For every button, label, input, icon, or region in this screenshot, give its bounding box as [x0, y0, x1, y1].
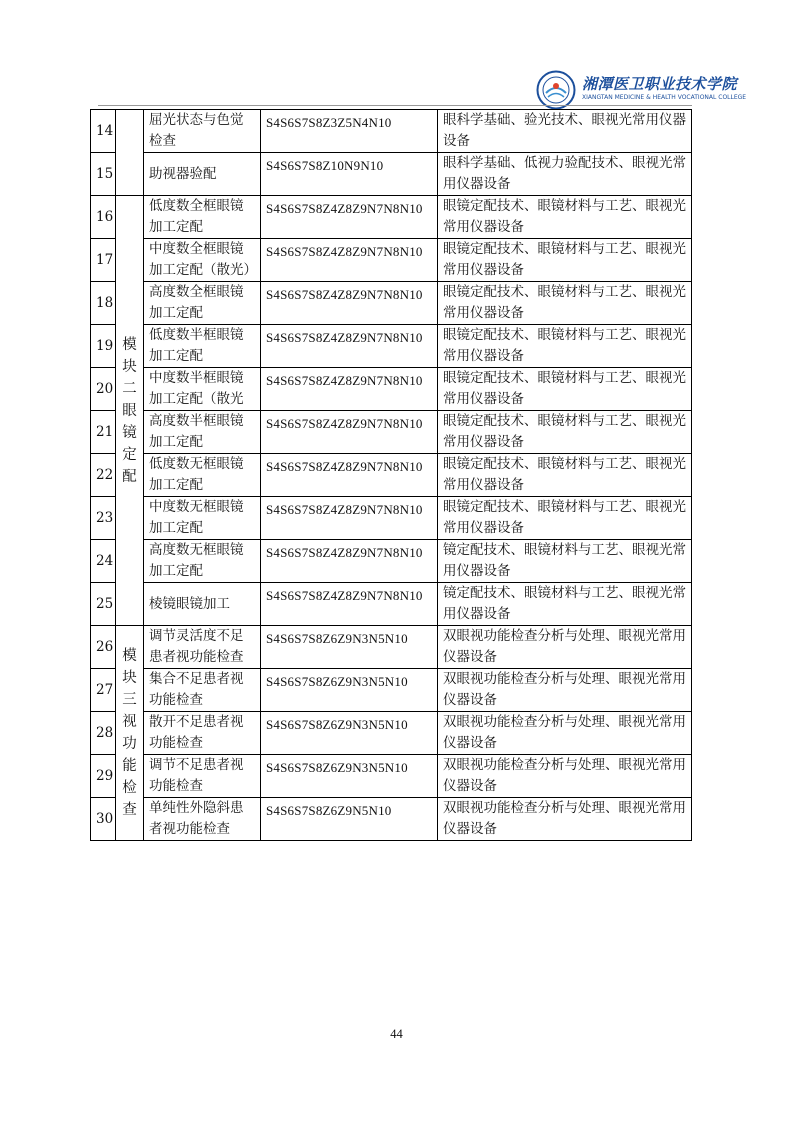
- task-name: 屈光状态与色觉检查: [144, 110, 261, 153]
- course-list: 眼镜定配技术、眼镜材料与工艺、眼视光常用仪器设备: [438, 325, 692, 368]
- task-name: 低度数全框眼镜加工定配: [144, 196, 261, 239]
- row-number: 17: [91, 239, 116, 282]
- ability-code: S4S6S7S8Z4Z8Z9N7N8N10: [261, 497, 438, 540]
- row-number: 28: [91, 712, 116, 755]
- row-number: 29: [91, 755, 116, 798]
- table-row: [91, 583, 692, 626]
- table-row: [91, 540, 692, 583]
- course-list: 眼镜定配技术、眼镜材料与工艺、眼视光常用仪器设备: [438, 368, 692, 411]
- college-emblem-icon: [536, 70, 576, 110]
- module3-label: 模块三视功能检查: [122, 648, 137, 818]
- row-number: 27: [91, 669, 116, 712]
- task-name: 棱镜眼镜加工: [144, 583, 261, 626]
- row-number: 22: [91, 454, 116, 497]
- course-list: 眼科学基础、低视力验配技术、眼视光常用仪器设备: [438, 153, 692, 196]
- table-row: [91, 196, 692, 239]
- row-number: 20: [91, 368, 116, 411]
- ability-code: S4S6S7S8Z4Z8Z9N7N8N10: [261, 239, 438, 282]
- ability-code: S4S6S7S8Z6Z9N3N5N10: [261, 626, 438, 669]
- task-name: 散开不足患者视功能检查: [144, 712, 261, 755]
- row-number: 19: [91, 325, 116, 368]
- ability-code: S4S6S7S8Z4Z8Z9N7N8N10: [261, 368, 438, 411]
- row-number: 14: [91, 110, 116, 153]
- ability-code: S4S6S7S8Z4Z8Z9N7N8N10: [261, 583, 438, 626]
- ability-code: S4S6S7S8Z6Z9N5N10: [261, 798, 438, 841]
- row-number: 25: [91, 583, 116, 626]
- row-number: 26: [91, 626, 116, 669]
- task-name: 调节不足患者视功能检查: [144, 755, 261, 798]
- task-name: 高度数半框眼镜加工定配: [144, 411, 261, 454]
- course-list: 镜定配技术、眼镜材料与工艺、眼视光常用仪器设备: [438, 583, 692, 626]
- course-list: 双眼视功能检查分析与处理、眼视光常用仪器设备: [438, 626, 692, 669]
- ability-code: S4S6S7S8Z4Z8Z9N7N8N10: [261, 540, 438, 583]
- course-task-table: [90, 109, 692, 841]
- page-number: 44: [390, 1027, 403, 1041]
- row-number: 30: [91, 798, 116, 841]
- row-number: 18: [91, 282, 116, 325]
- course-list: 双眼视功能检查分析与处理、眼视光常用仪器设备: [438, 755, 692, 798]
- task-name: 调节灵活度不足患者视功能检查: [144, 626, 261, 669]
- ability-code: S4S6S7S8Z4Z8Z9N7N8N10: [261, 411, 438, 454]
- ability-code: S4S6S7S8Z4Z8Z9N7N8N10: [261, 325, 438, 368]
- ability-code: S4S6S7S8Z6Z9N3N5N10: [261, 755, 438, 798]
- course-list: 双眼视功能检查分析与处理、眼视光常用仪器设备: [438, 712, 692, 755]
- course-list: 眼镜定配技术、眼镜材料与工艺、眼视光常用仪器设备: [438, 239, 692, 282]
- task-name: 高度数无框眼镜加工定配: [144, 540, 261, 583]
- table-row: [91, 153, 692, 196]
- task-name: 低度数半框眼镜加工定配: [144, 325, 261, 368]
- ability-code: S4S6S7S8Z3Z5N4N10: [261, 110, 438, 153]
- table-row: [91, 755, 692, 798]
- course-list: 眼镜定配技术、眼镜材料与工艺、眼视光常用仪器设备: [438, 196, 692, 239]
- row-number: 15: [91, 153, 116, 196]
- task-name: 助视器验配: [144, 153, 261, 196]
- table-row: [91, 110, 692, 153]
- table-row: [91, 669, 692, 712]
- module2-cell: [116, 196, 144, 626]
- table-row: [91, 454, 692, 497]
- course-list: 眼科学基础、验光技术、眼视光常用仪器设备: [438, 110, 692, 153]
- ability-code: S4S6S7S8Z4Z8Z9N7N8N10: [261, 454, 438, 497]
- table-row: [91, 239, 692, 282]
- ability-code: S4S6S7S8Z4Z8Z9N7N8N10: [261, 196, 438, 239]
- college-name: 湘潭医卫职业技术学院: [582, 75, 738, 93]
- header-divider: [98, 105, 692, 106]
- module1-cell: [116, 110, 144, 196]
- table-row: [91, 497, 692, 540]
- table-row: [91, 411, 692, 454]
- course-list: 双眼视功能检查分析与处理、眼视光常用仪器设备: [438, 669, 692, 712]
- row-number: 21: [91, 411, 116, 454]
- row-number: 24: [91, 540, 116, 583]
- table-row: [91, 368, 692, 411]
- task-name: 低度数无框眼镜加工定配: [144, 454, 261, 497]
- table-row: [91, 626, 692, 669]
- course-list: 眼镜定配技术、眼镜材料与工艺、眼视光常用仪器设备: [438, 497, 692, 540]
- course-list: 双眼视功能检查分析与处理、眼视光常用仪器设备: [438, 798, 692, 841]
- ability-code: S4S6S7S8Z10N9N10: [261, 153, 438, 196]
- table-row: [91, 798, 692, 841]
- course-list: 镜定配技术、眼镜材料与工艺、眼视光常用仪器设备: [438, 540, 692, 583]
- ability-code: S4S6S7S8Z6Z9N3N5N10: [261, 669, 438, 712]
- row-number: 23: [91, 497, 116, 540]
- task-name: 单纯性外隐斜患者视功能检查: [144, 798, 261, 841]
- ability-code: S4S6S7S8Z4Z8Z9N7N8N10: [261, 282, 438, 325]
- module2-label: 模块二眼镜定配: [122, 336, 137, 485]
- table-row: [91, 282, 692, 325]
- college-logo: [536, 70, 747, 110]
- table-row: [91, 712, 692, 755]
- ability-code: S4S6S7S8Z6Z9N3N5N10: [261, 712, 438, 755]
- college-name-en: XIANGTAN MEDICINE & HEALTH VOCATIONAL COLLEGE: [582, 94, 747, 101]
- row-number: 16: [91, 196, 116, 239]
- task-name: 中度数半框眼镜加工定配（散光: [144, 368, 261, 411]
- task-name: 集合不足患者视功能检查: [144, 669, 261, 712]
- table-row: [91, 325, 692, 368]
- course-list: 眼镜定配技术、眼镜材料与工艺、眼视光常用仪器设备: [438, 411, 692, 454]
- course-list: 眼镜定配技术、眼镜材料与工艺、眼视光常用仪器设备: [438, 454, 692, 497]
- task-name: 中度数无框眼镜加工定配: [144, 497, 261, 540]
- task-name: 中度数全框眼镜加工定配（散光）: [144, 239, 261, 282]
- task-name: 高度数全框眼镜加工定配: [144, 282, 261, 325]
- course-list: 眼镜定配技术、眼镜材料与工艺、眼视光常用仪器设备: [438, 282, 692, 325]
- module3-cell: [116, 626, 144, 841]
